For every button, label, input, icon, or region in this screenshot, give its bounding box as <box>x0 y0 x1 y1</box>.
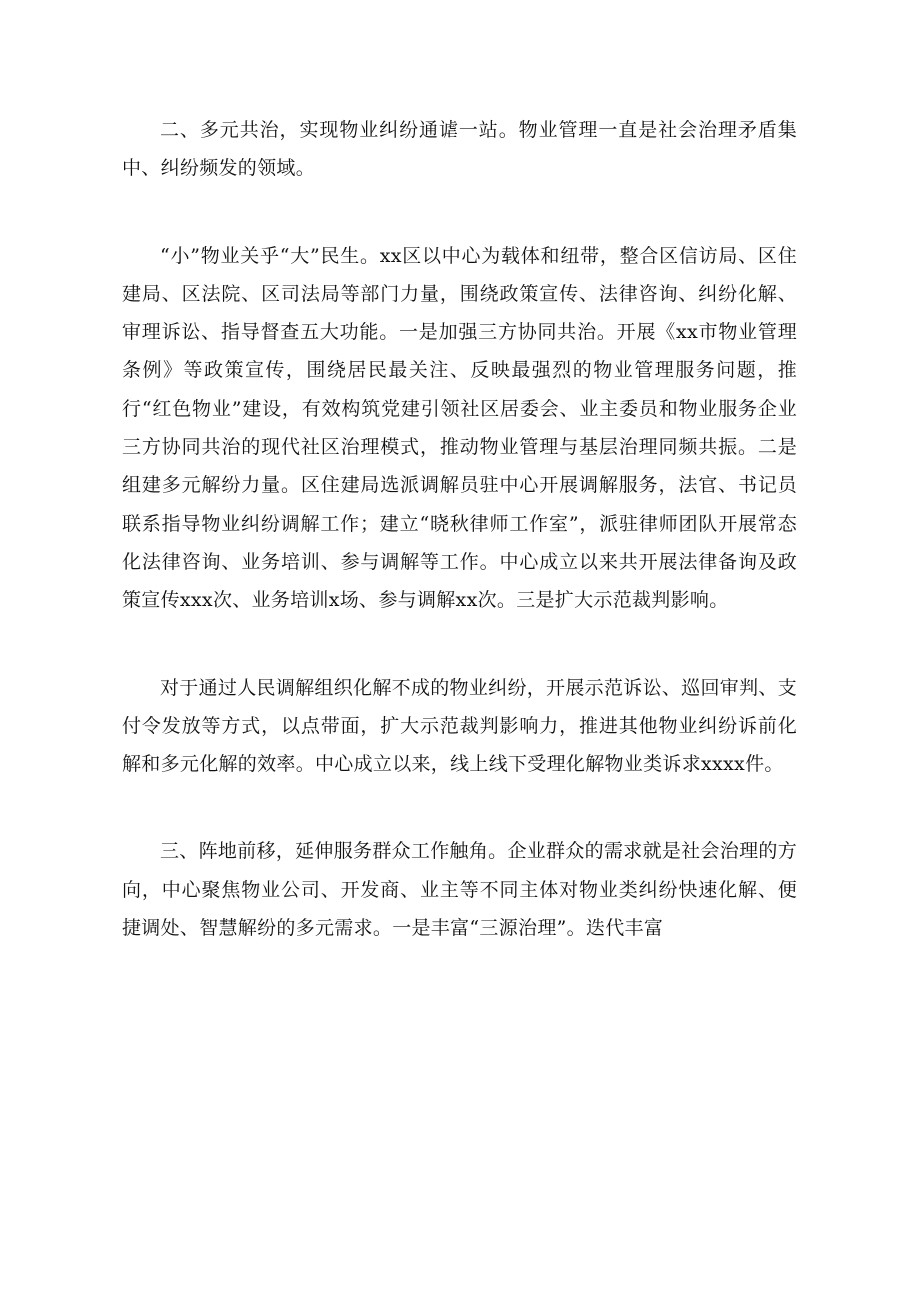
paragraph-spacer <box>122 783 797 832</box>
paragraph-property-livelihood: “小”物业关乎“大”民生。xx区以中心为载体和纽带，整合区信访局、区住建局、区法院、区司法局等部门力量，围绕政策宣传、法律咨询、纠纷化解、审理诉讼、指导督查五大功能。一是加强三方协同共治。开展《xx市物业管理条例》等政策宣传，围绕居民最关注、反映最强烈的物业管理服务问题，推行“红色物业”建设，有效构筑党建引领社区居委会、业主委员和物业服务企业三方协同共治的现代社区治理模式，推动物业管理与基层治理同频共振。二是组建多元解纷力量。区住建局选派调解员驻中心开展调解服务，法官、书记员联系指导物业纠纷调解工作；建立“晓秋律师工作室”，派驻律师团队开展常态化法律咨询、业务培训、参与调解等工作。中心成立以来共开展法律备询及政策宣传xxx次、业务培训x场、参与调解xx次。三是扩大示范裁判影响。 <box>122 244 797 612</box>
document-body <box>122 111 797 947</box>
paragraph-spacer <box>122 620 797 669</box>
paragraph-mediation-failure: 对于通过人民调解组织化解不成的物业纠纷，开展示范诉讼、巡回审判、支付令发放等方式，以点带面，扩大示范裁判影响力，推进其他物业纠纷诉前化解和多元化解的效率。中心成立以来，线上线下受理化解物业类诉求xxxx件。 <box>122 676 797 776</box>
paragraph-section-three-heading: 三、阵地前移，延伸服务群众工作触角。企业群众的需求就是社会治理的方向，中心聚焦物业公司、开发商、业主等不同主体对物业类纠纷快速化解、便捷调处、智慧解纷的多元需求。一是丰富“三源治理”。迭代丰富 <box>122 840 797 940</box>
paragraph-spacer <box>122 188 797 237</box>
paragraph-section-two-heading: 二、多元共治，实现物业纠纷通谑一站。物业管理一直是社会治理矛盾集中、纠纷频发的领域。 <box>122 119 797 180</box>
